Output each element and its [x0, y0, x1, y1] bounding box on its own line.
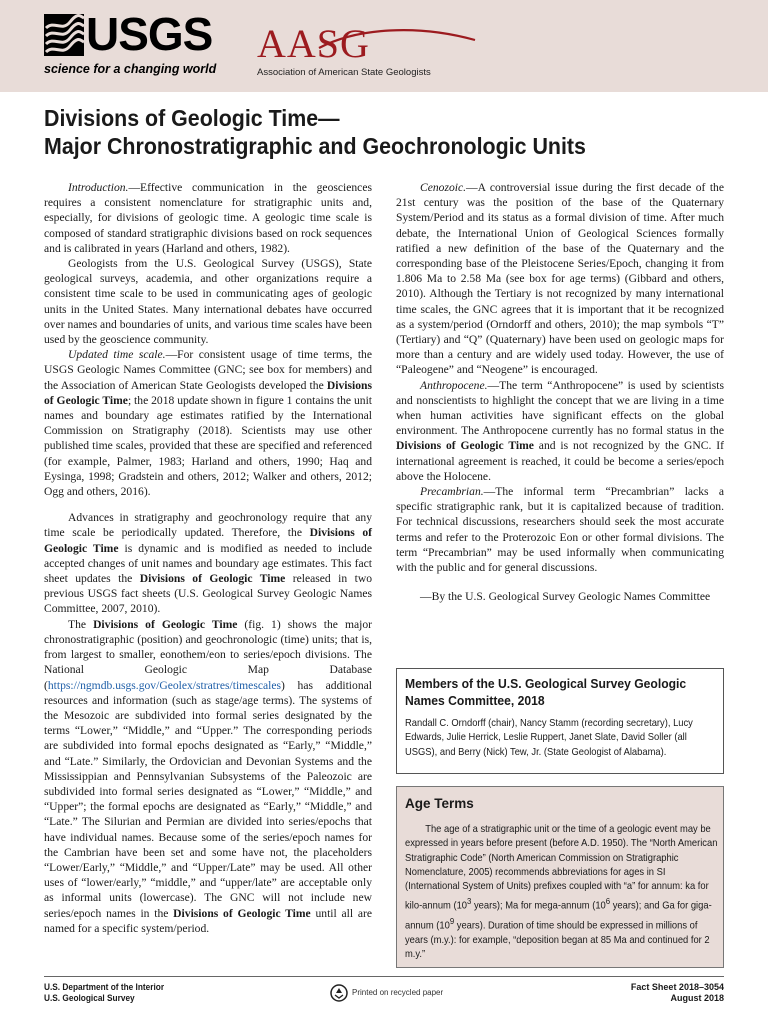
aasg-wordmark: AASG: [257, 21, 370, 66]
age-text-3: years); and Ga for giga-annum (10: [405, 900, 712, 932]
anthropocene-text-2: and is not recognized by the GNC. If international agreement is reached, it could be become a series/epoch above the Holocene.: [396, 439, 724, 483]
intro-paragraph: [44, 180, 372, 256]
anthropocene-bold: Divisions of Geologic Time: [396, 439, 534, 453]
updated-text-2: ; the 2018 update shown in figure 1 contains the unit names and boundary age estimates ratified by the International Commission on Stratigraphy (2018). Scientists may use other published time scales, provided that these are specified and referenced (for example, Palmer, 1983; Harland and others, 1990; Haq and Eysinga, 1998; Gradstein and others, 2012; Walker and others, 2012; Ogg and others, 2016).: [44, 393, 373, 499]
recycled-notice: [330, 984, 490, 1004]
advances-paragraph: [44, 510, 372, 616]
updated-label: Updated time scale.: [68, 348, 166, 362]
cenozoic-text: —A controversial issue during the first decade of the 21st century was the position of the base of the Quaternary System/Period and its status as a formal division of time. After much debate, the International Union of Geological Sciences formally ratified a new definition of the base of the Quaternary and the corresponding base of the Pleistocene Series/Epoch, changing it from 1.806 Ma to 2.58 Ma (see box for age terms) (Gibbard and others, 2010). Although the Tertiary is not recognized by many international time scales, the GNC agrees that it is important that it be recognized as a system/period (Orndorff and others, 2010); the map symbols “T” (Tertiary) and “Q” (Quaternary) have been used on geologic maps for more than a century and are widely used today. However, the use of “Paleogene” and “Neogene” is encouraged.: [396, 181, 724, 377]
divisions-text-1: The: [68, 617, 94, 631]
left-column: [44, 180, 372, 936]
usgs-wave-icon: [44, 14, 84, 56]
divisions-text-2: (fig. 1) shows the major chronostratigraphic (position) and geochronologic (time) units; that is, from largest to smaller, eonothem/eon to series/epoch divisions. The National Geologic Map Database (: [44, 617, 372, 692]
divisions-bold-2: Divisions of Geologic Time: [173, 906, 311, 920]
advances-text-2: is dynamic and is modified as needed to include accepted changes of unit names and boundary age estimates. This fact sheet updates the: [44, 541, 372, 586]
footer-survey: U.S. Geological Survey: [44, 993, 135, 1003]
age-text-2: years); Ma for mega-annum (10: [471, 900, 606, 912]
anthropocene-text-1: —The term “Anthropocene” is used by scientists and nonscientists to highlight the concept that we are living in a time when human activities have significant effects on the global environment. The Anthropocene currently has no formal status in the: [396, 378, 724, 438]
usgs-logo[interactable]: [44, 8, 224, 80]
advances-bold-1: Divisions of Geologic Time: [44, 526, 372, 555]
age-terms-text: [405, 823, 718, 962]
fact-sheet-date: August 2018: [670, 993, 724, 1003]
cenozoic-paragraph: [396, 180, 724, 378]
advances-bold-2: Divisions of Geologic Time: [139, 572, 286, 586]
divisions-text-4: until all are named for a specific system/period.: [44, 906, 373, 935]
age-sup-1: 3: [466, 896, 472, 907]
members-box-text: Randall C. Orndorff (chair), Nancy Stamm (recording secretary), Lucy Edwards, Julie Herrick, Leslie Ruppert, Janet Slate, David Soller (all USGS), and Berry (Nick) Tew, Jr. (State Geologist of Alabama).: [405, 718, 693, 758]
intro-text: —Effective communication in the geosciences requires a consistent nomenclature for stratigraphic units and, especially, for divisions of geologic time. A geologic time scale is composed of standard stratigraphic divisions based on rock sequences and is calibrated in years (Harland and others, 1982).: [44, 181, 372, 255]
footer-publisher: [44, 982, 164, 1004]
aasg-logo[interactable]: [257, 22, 477, 82]
aasg-subtitle: Association of American State Geologists: [257, 67, 431, 78]
updated-paragraph: [44, 347, 372, 499]
signature-line: —By the U.S. Geological Survey Geologic Names Committee: [420, 590, 711, 604]
title-line-1: Divisions of Geologic Time—: [44, 105, 340, 131]
precambrian-label: Precambrian.: [420, 485, 484, 499]
footer-fact-sheet: [631, 982, 724, 1004]
footer-divider: [44, 976, 724, 977]
precambrian-text: —The informal term “Precambrian” lacks a specific stratigraphic rank, but it is capitalized because of tradition. For technical discussions, researchers should seek the most accurate terms and refer to the Proterozoic Eon or other formal divisions. The term “Precambrian” may be used informally when communicating with the public and for general discussions.: [396, 485, 724, 575]
page-title: [44, 104, 686, 160]
right-column: [396, 180, 724, 604]
updated-text-1: —For consistent usage of time terms, the USGS Geologic Names Committee (GNC; see box for members) and the Association of American State Geologists developed the: [44, 348, 372, 392]
recycled-text: Printed on recycled paper: [352, 988, 444, 997]
recycle-icon: [330, 984, 348, 1002]
age-sup-3: 9: [449, 916, 455, 927]
usgs-tagline: science for a changing world: [44, 62, 217, 76]
advances-text-3: released in two previous USGS fact sheets (U.S. Geological Survey Geologic Names Committee, 2007, 2010).: [44, 572, 372, 616]
title-line-2: Major Chronostratigraphic and Geochronologic Units: [44, 133, 586, 159]
advances-text-1: Advances in stratigraphy and geochronology require that any time scale be periodically updated. Therefore, the: [44, 511, 372, 540]
age-text-1: The age of a stratigraphic unit or the time of a geologic event may be expressed in years before present (before A.D. 1950). The “North American Stratigraphic Code” (North American Commission on Stratigraphic Nomenclature, 2005) recommends abbreviations for ages in SI (International System of Units) prefixes coupled with “a” for annum: ka for kilo-annum (10: [405, 824, 718, 912]
page-header: [0, 0, 768, 92]
members-box: [396, 668, 724, 774]
anthropocene-paragraph: [396, 378, 724, 484]
anthropocene-label: Anthropocene.: [420, 378, 488, 392]
fact-sheet-number: Fact Sheet 2018–3054: [630, 982, 724, 992]
cenozoic-label: Cenozoic.: [420, 181, 467, 194]
footer-department: U.S. Department of the Interior: [44, 982, 165, 992]
divisions-bold-1: Divisions of Geologic Time: [93, 617, 238, 631]
updated-bold: Divisions of Geologic Time: [44, 378, 372, 407]
ngmdb-link[interactable]: https://ngmdb.usgs.gov/Geolex/stratres/timescales: [47, 678, 282, 692]
age-text-4: years). Duration of time should be expressed in millions of years (m.y.): for example, “deposition began at 85 Ma and continued for 2 m.y.”: [405, 920, 710, 961]
age-terms-box: [396, 786, 724, 968]
age-sup-2: 6: [605, 896, 611, 907]
members-box-title: Members of the U.S. Geological Survey Geologic Names Committee, 2018: [405, 676, 687, 708]
usgs-wordmark: USGS: [86, 8, 213, 60]
age-terms-title: Age Terms: [405, 796, 474, 811]
divisions-paragraph: [44, 617, 372, 936]
aasg-swoosh-icon: [317, 26, 477, 66]
geologists-paragraph: Geologists from the U.S. Geological Survey (USGS), State geological surveys, academia, and other organizations require a consistent time scale to be used in communicating ages of geologic units in the United States. Many international debates have occurred over names and boundaries of units, and various time scales have been used by the geoscience community.: [44, 257, 372, 347]
precambrian-paragraph: [396, 484, 724, 575]
divisions-text-3: ) has additional resources and information (such as stage/age terms). The systems of the Mesozoic are subdivided into formal series designated by the terms “Lower,” “Middle,” and “Upper.” The corresponding periods are subdivided into formal epochs designated as “Early,” “Middle,” and “Late.” Similarly, the Ordovician and Devonian Systems and the Mississippian and Pennsylvanian Subsystems of the Paleozoic are subdivided into formal series designated as “Lower,” “Middle,” and “Upper”; the formal epochs are designated as “Early,” “Middle,” and “Late.” The Silurian and Permian are divided into series/epochs that have individual names. Because some of the series/epoch names for the Cambrian have been set and some have not, the placeholders “Lower/Early,” “Middle,” and “Upper/Late” may be used. All other uses of “lower/early,” “middle,” and “upper/late” are acceptable only as informal units (lowercase). The GNC will not include new series/epoch names in the: [44, 678, 372, 920]
intro-label: Introduction.: [68, 181, 129, 194]
